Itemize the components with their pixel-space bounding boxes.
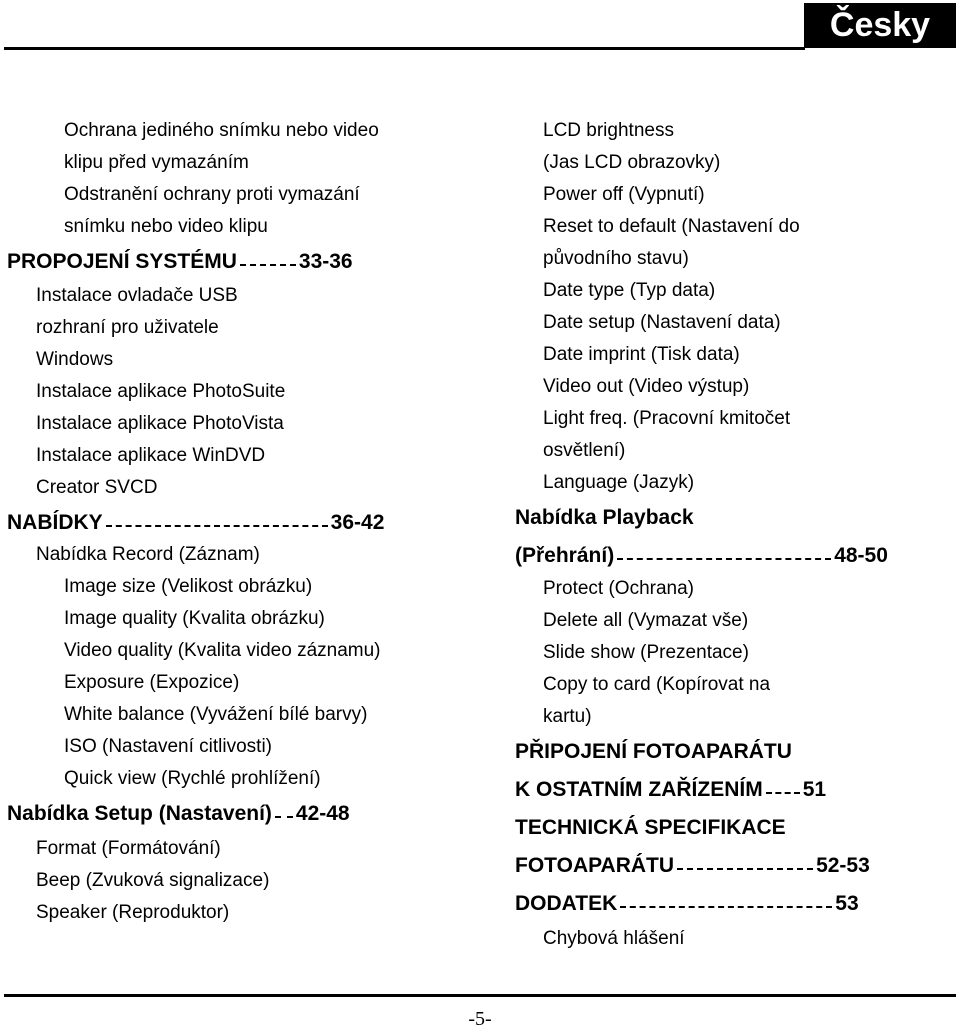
toc-entry: Chybová hlášení <box>543 928 685 949</box>
toc-entry: Slide show (Prezentace) <box>543 642 749 663</box>
toc-section-connect-line1: PŘIPOJENÍ FOTOAPARÁTU <box>515 740 792 763</box>
toc-section-specs-line1: TECHNICKÁ SPECIFIKACE <box>515 816 786 839</box>
toc-entry: Quick view (Rychlé prohlížení) <box>64 768 321 789</box>
toc-entry: Date type (Typ data) <box>543 280 716 301</box>
section-title: K OSTATNÍM ZAŘÍZENÍM <box>515 778 763 801</box>
section-pages: 51 <box>802 778 827 801</box>
page-number: -5- <box>468 1008 492 1030</box>
toc-entry: Instalace aplikace PhotoVista <box>36 413 284 434</box>
toc-entry: Format (Formátování) <box>36 838 221 859</box>
header-rule <box>4 47 805 50</box>
toc-entry: Instalace aplikace WinDVD <box>36 445 266 466</box>
toc-entry: Delete all (Vymazat vše) <box>543 610 749 631</box>
toc-section-propojeni <box>7 249 353 275</box>
dot-leader <box>766 792 800 794</box>
toc-section-setup <box>7 801 350 827</box>
toc-entry: Windows <box>36 349 114 370</box>
dot-leader <box>275 816 293 818</box>
toc-entry: Video out (Video výstup) <box>543 376 750 397</box>
dot-leader <box>677 868 813 870</box>
toc-entry: klipu před vymazáním <box>64 152 249 173</box>
toc-entry: Video quality (Kvalita video záznamu) <box>64 640 381 661</box>
section-title: Nabídka Setup (Nastavení) <box>7 802 272 825</box>
toc-entry: Exposure (Expozice) <box>64 672 240 693</box>
toc-entry: Instalace ovladače USB <box>36 285 238 306</box>
section-title: FOTOAPARÁTU <box>515 854 675 877</box>
toc-entry: Copy to card (Kopírovat na <box>543 674 771 695</box>
toc-entry: rozhraní pro uživatele <box>36 317 219 338</box>
toc-entry: Reset to default (Nastavení do <box>543 216 800 237</box>
toc-entry: White balance (Vyvážení bílé barvy) <box>64 704 368 725</box>
toc-entry: Protect (Ochrana) <box>543 578 694 599</box>
section-title: DODATEK <box>515 892 618 915</box>
dot-leader <box>106 525 328 527</box>
toc-section-nabidky <box>7 510 384 536</box>
toc-entry: kartu) <box>543 706 592 727</box>
toc-entry: osvětlení) <box>543 440 626 461</box>
toc-entry: Creator SVCD <box>36 477 158 498</box>
section-title: (Přehrání) <box>515 544 615 567</box>
toc-section-specs <box>515 853 870 879</box>
toc-entry: Nabídka Record (Záznam) <box>36 544 260 565</box>
section-pages: 48-50 <box>834 544 888 567</box>
section-pages: 42-48 <box>295 802 350 825</box>
toc-entry: Odstranění ochrany proti vymazání <box>64 184 360 205</box>
section-title: PROPOJENÍ SYSTÉMU <box>7 250 237 273</box>
dot-leader <box>240 264 296 266</box>
toc-entry: Date setup (Nastavení data) <box>543 312 781 333</box>
toc-entry: LCD brightness <box>543 120 674 141</box>
toc-entry: (Jas LCD obrazovky) <box>543 152 721 173</box>
section-pages: 33-36 <box>298 250 353 273</box>
toc-entry: Power off (Vypnutí) <box>543 184 705 205</box>
toc-entry: Ochrana jediného snímku nebo video <box>64 120 379 141</box>
section-pages: 36-42 <box>330 511 385 534</box>
toc-section-appendix <box>515 891 859 917</box>
dot-leader <box>620 906 832 908</box>
toc-entry: snímku nebo video klipu <box>64 216 268 237</box>
toc-entry: Image quality (Kvalita obrázku) <box>64 608 325 629</box>
toc-entry: Date imprint (Tisk data) <box>543 344 740 365</box>
toc-entry: Beep (Zvuková signalizace) <box>36 870 270 891</box>
toc-entry: Light freq. (Pracovní kmitočet <box>543 408 791 429</box>
toc-entry: ISO (Nastavení citlivosti) <box>64 736 272 757</box>
section-title: NABÍDKY <box>7 511 103 534</box>
dot-leader <box>617 558 831 560</box>
toc-section-playback <box>515 543 888 569</box>
language-badge: Česky <box>804 3 956 48</box>
toc-entry: Language (Jazyk) <box>543 472 695 493</box>
toc-entry: Speaker (Reproduktor) <box>36 902 230 923</box>
section-pages: 53 <box>835 892 859 915</box>
toc-entry: Image size (Velikost obrázku) <box>64 576 313 597</box>
toc-section-connect <box>515 777 826 803</box>
section-pages: 52-53 <box>816 854 870 877</box>
footer-rule <box>4 994 956 997</box>
toc-entry: původního stavu) <box>543 248 689 269</box>
toc-section-playback-line1: Nabídka Playback <box>515 506 694 529</box>
toc-entry: Instalace aplikace PhotoSuite <box>36 381 286 402</box>
